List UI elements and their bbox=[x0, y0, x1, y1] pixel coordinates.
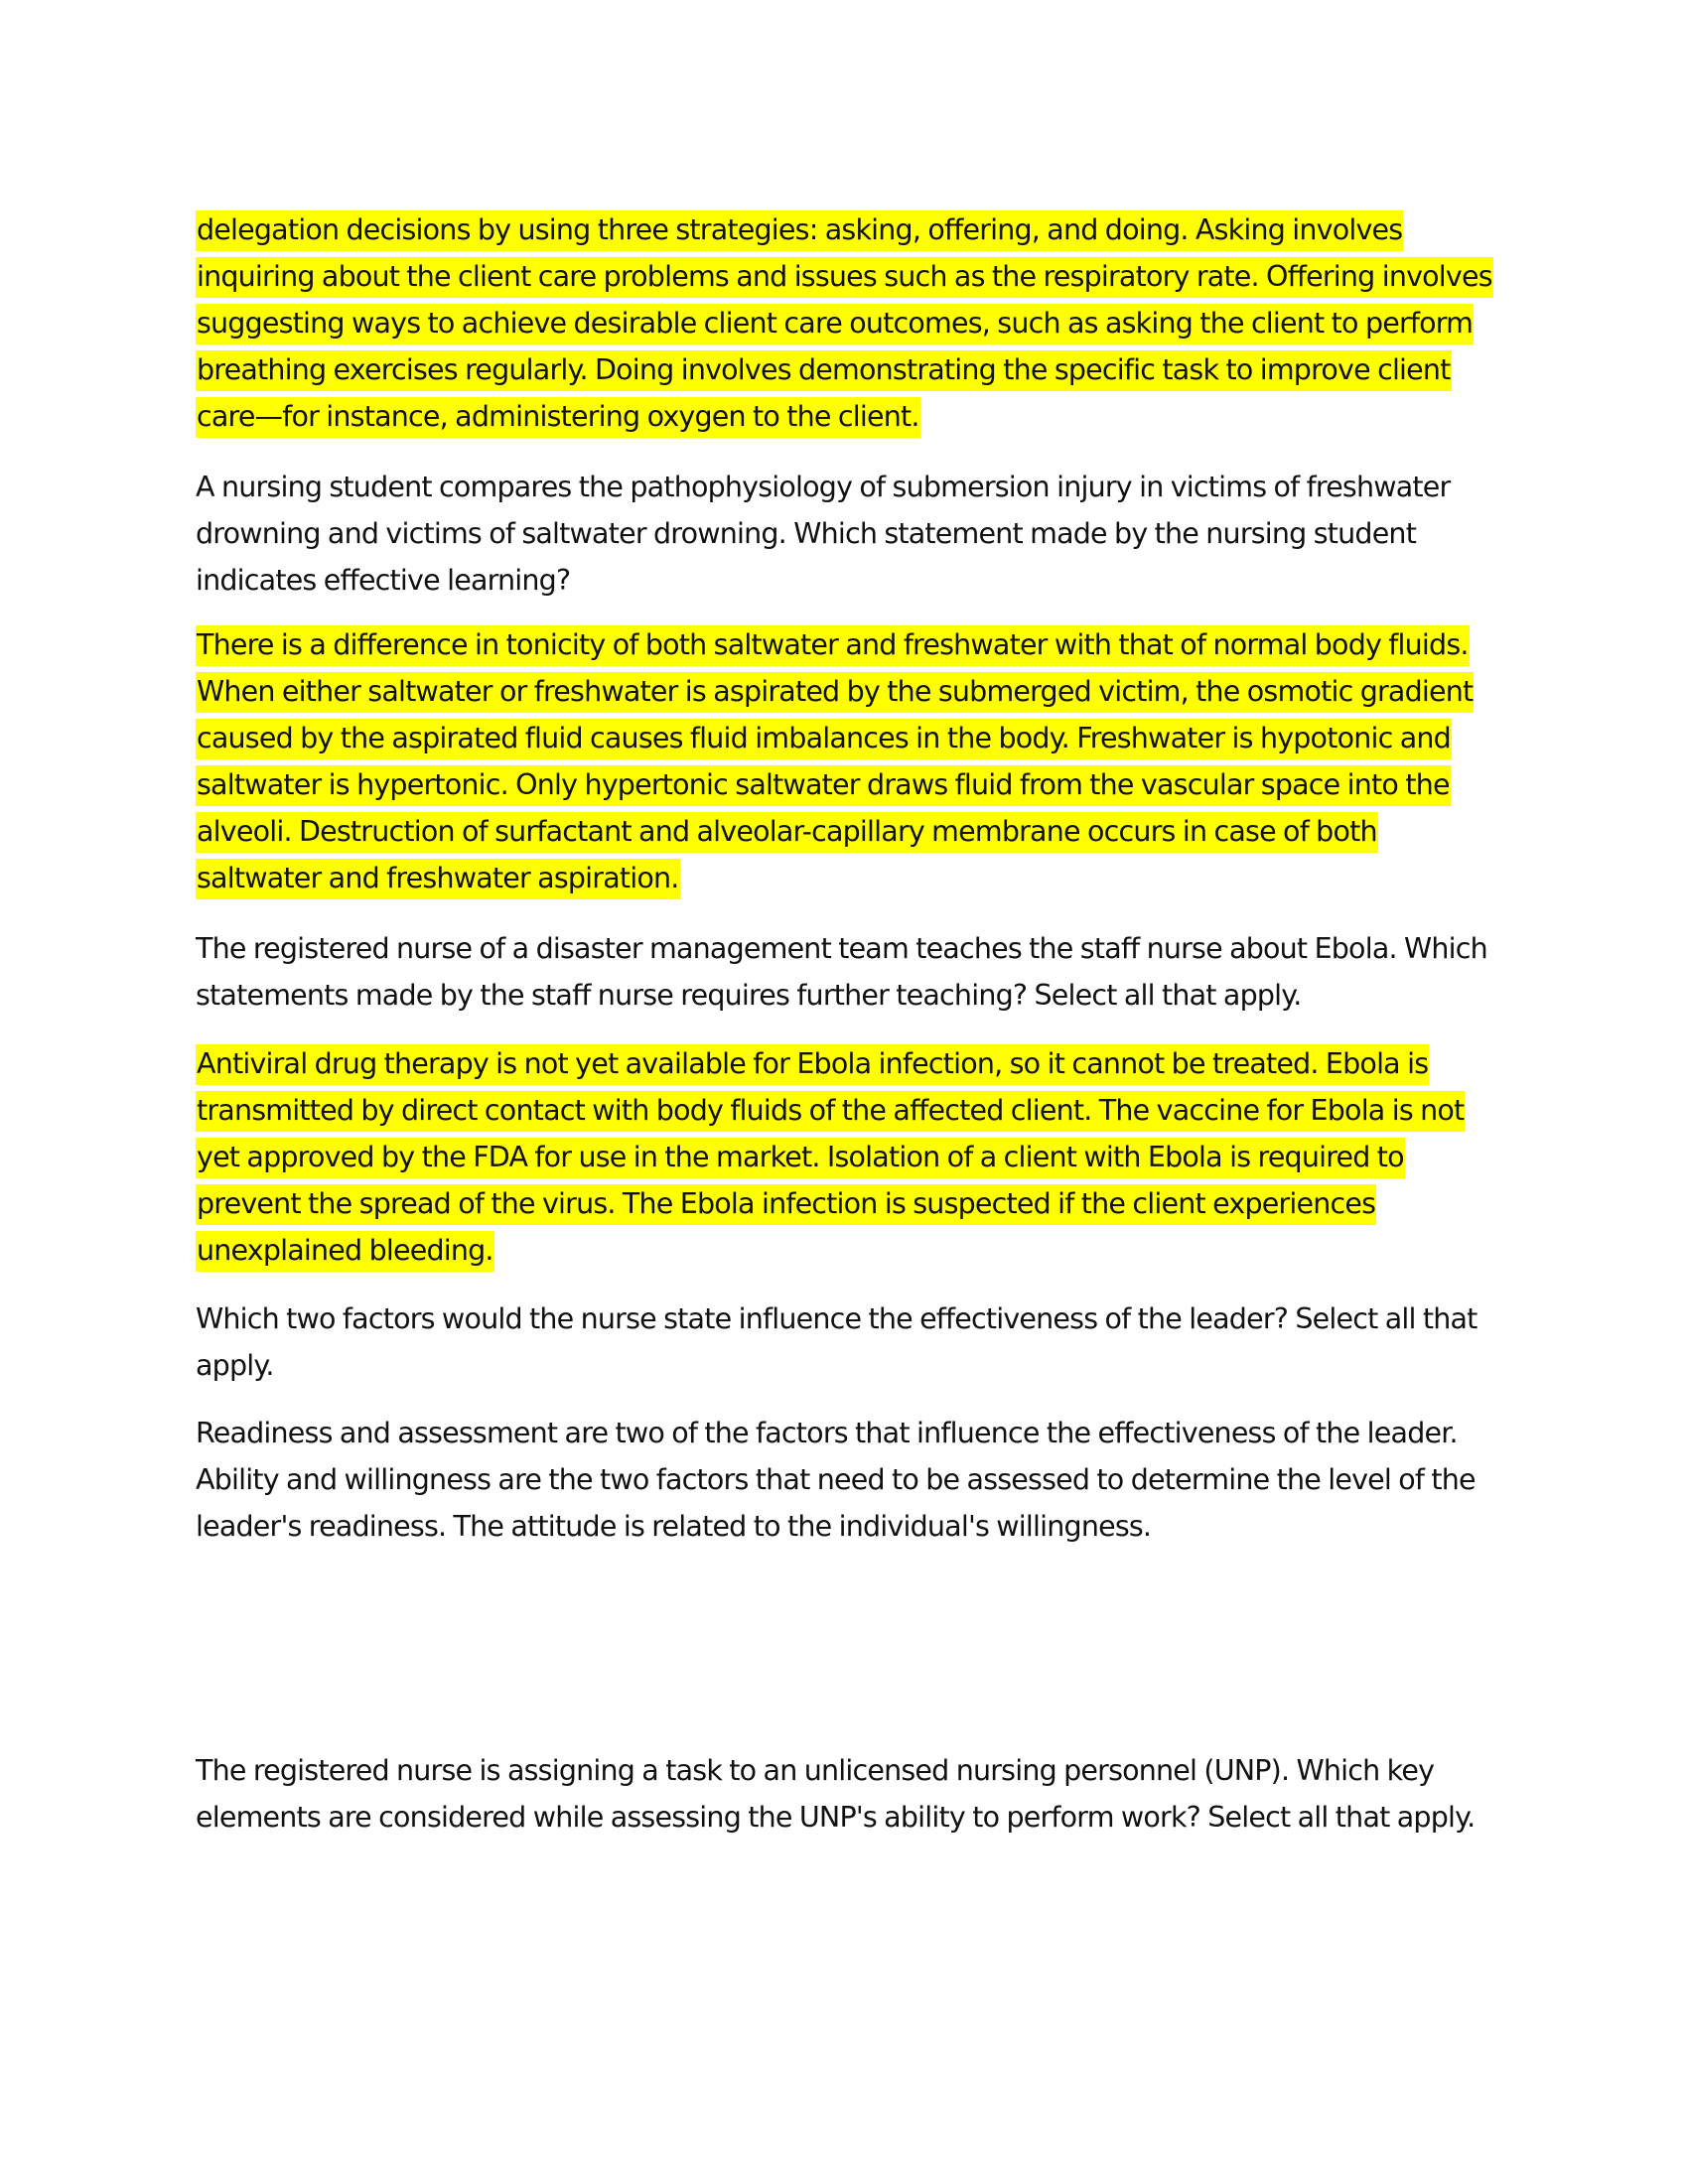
highlighted-text: There is a difference in tonicity of both saltwater and freshwater with that of normal body fluids. When either saltwater or freshwater is aspirated by the submerged victim, the osmotic gradient caused by the aspirated fluid causes fluid imbalances in the body. Freshwater is hypotonic and saltwater is hypertonic. Only hypertonic saltwater draws fluid from the vascular space into the alveoli. Destruction of surfactant and alveolar-capillary membrane occurs in case of both saltwater and freshwater aspiration. bbox=[196, 625, 1474, 899]
question-leader-effectiveness bbox=[196, 1296, 1506, 1389]
question-text: The registered nurse is assigning a task to an unlicensed nursing personnel (UNP). Which key elements are considered while assessing the UNP's ability to perform work? Select all that apply. bbox=[196, 1754, 1476, 1834]
question-submersion-injury bbox=[196, 464, 1506, 604]
highlighted-text: Antiviral drug therapy is not yet available for Ebola infection, so it cannot be treated. Ebola is transmitted by direct contact with body fluids of the affected client. The vaccine for Ebola is not yet approved by the FDA for use in the market. Isolation of a client with Ebola is required to prevent the spread of the virus. The Ebola infection is suspected if the client experiences unexplained bleeding. bbox=[196, 1044, 1465, 1272]
answer-rationale-ebola bbox=[196, 1040, 1506, 1274]
answer-rationale-delegation bbox=[196, 206, 1506, 440]
question-text: A nursing student compares the pathophysiology of submersion injury in victims of freshwater drowning and victims of saltwater drowning. Which statement made by the nursing student indicates effective learning? bbox=[196, 471, 1451, 597]
question-text: The registered nurse of a disaster management team teaches the staff nurse about Ebola. Which statements made by the staff nurse requires further teaching? Select all that apply. bbox=[196, 932, 1487, 1012]
question-unp-assessment bbox=[196, 1747, 1506, 1841]
answer-text: Readiness and assessment are two of the factors that influence the effectiveness of the leader. Ability and willingness are the two factors that need to be assessed to determine the level of the leader's readiness. The attitude is related to the individual's willingness. bbox=[196, 1417, 1476, 1543]
answer-rationale-leader bbox=[196, 1410, 1506, 1550]
answer-rationale-drowning bbox=[196, 621, 1506, 901]
highlighted-text: delegation decisions by using three strategies: asking, offering, and doing. Asking involves inquiring about the client care problems and issues such as the respiratory rate. Offering involves suggesting ways to achieve desirable client care outcomes, such as asking the client to perform breathing exercises regularly. Doing involves demonstrating the specific task to improve client care—for instance, administering oxygen to the client. bbox=[196, 210, 1493, 438]
question-text: Which two factors would the nurse state influence the effectiveness of the leader? Select all that apply. bbox=[196, 1302, 1477, 1382]
question-ebola-teaching bbox=[196, 925, 1506, 1019]
